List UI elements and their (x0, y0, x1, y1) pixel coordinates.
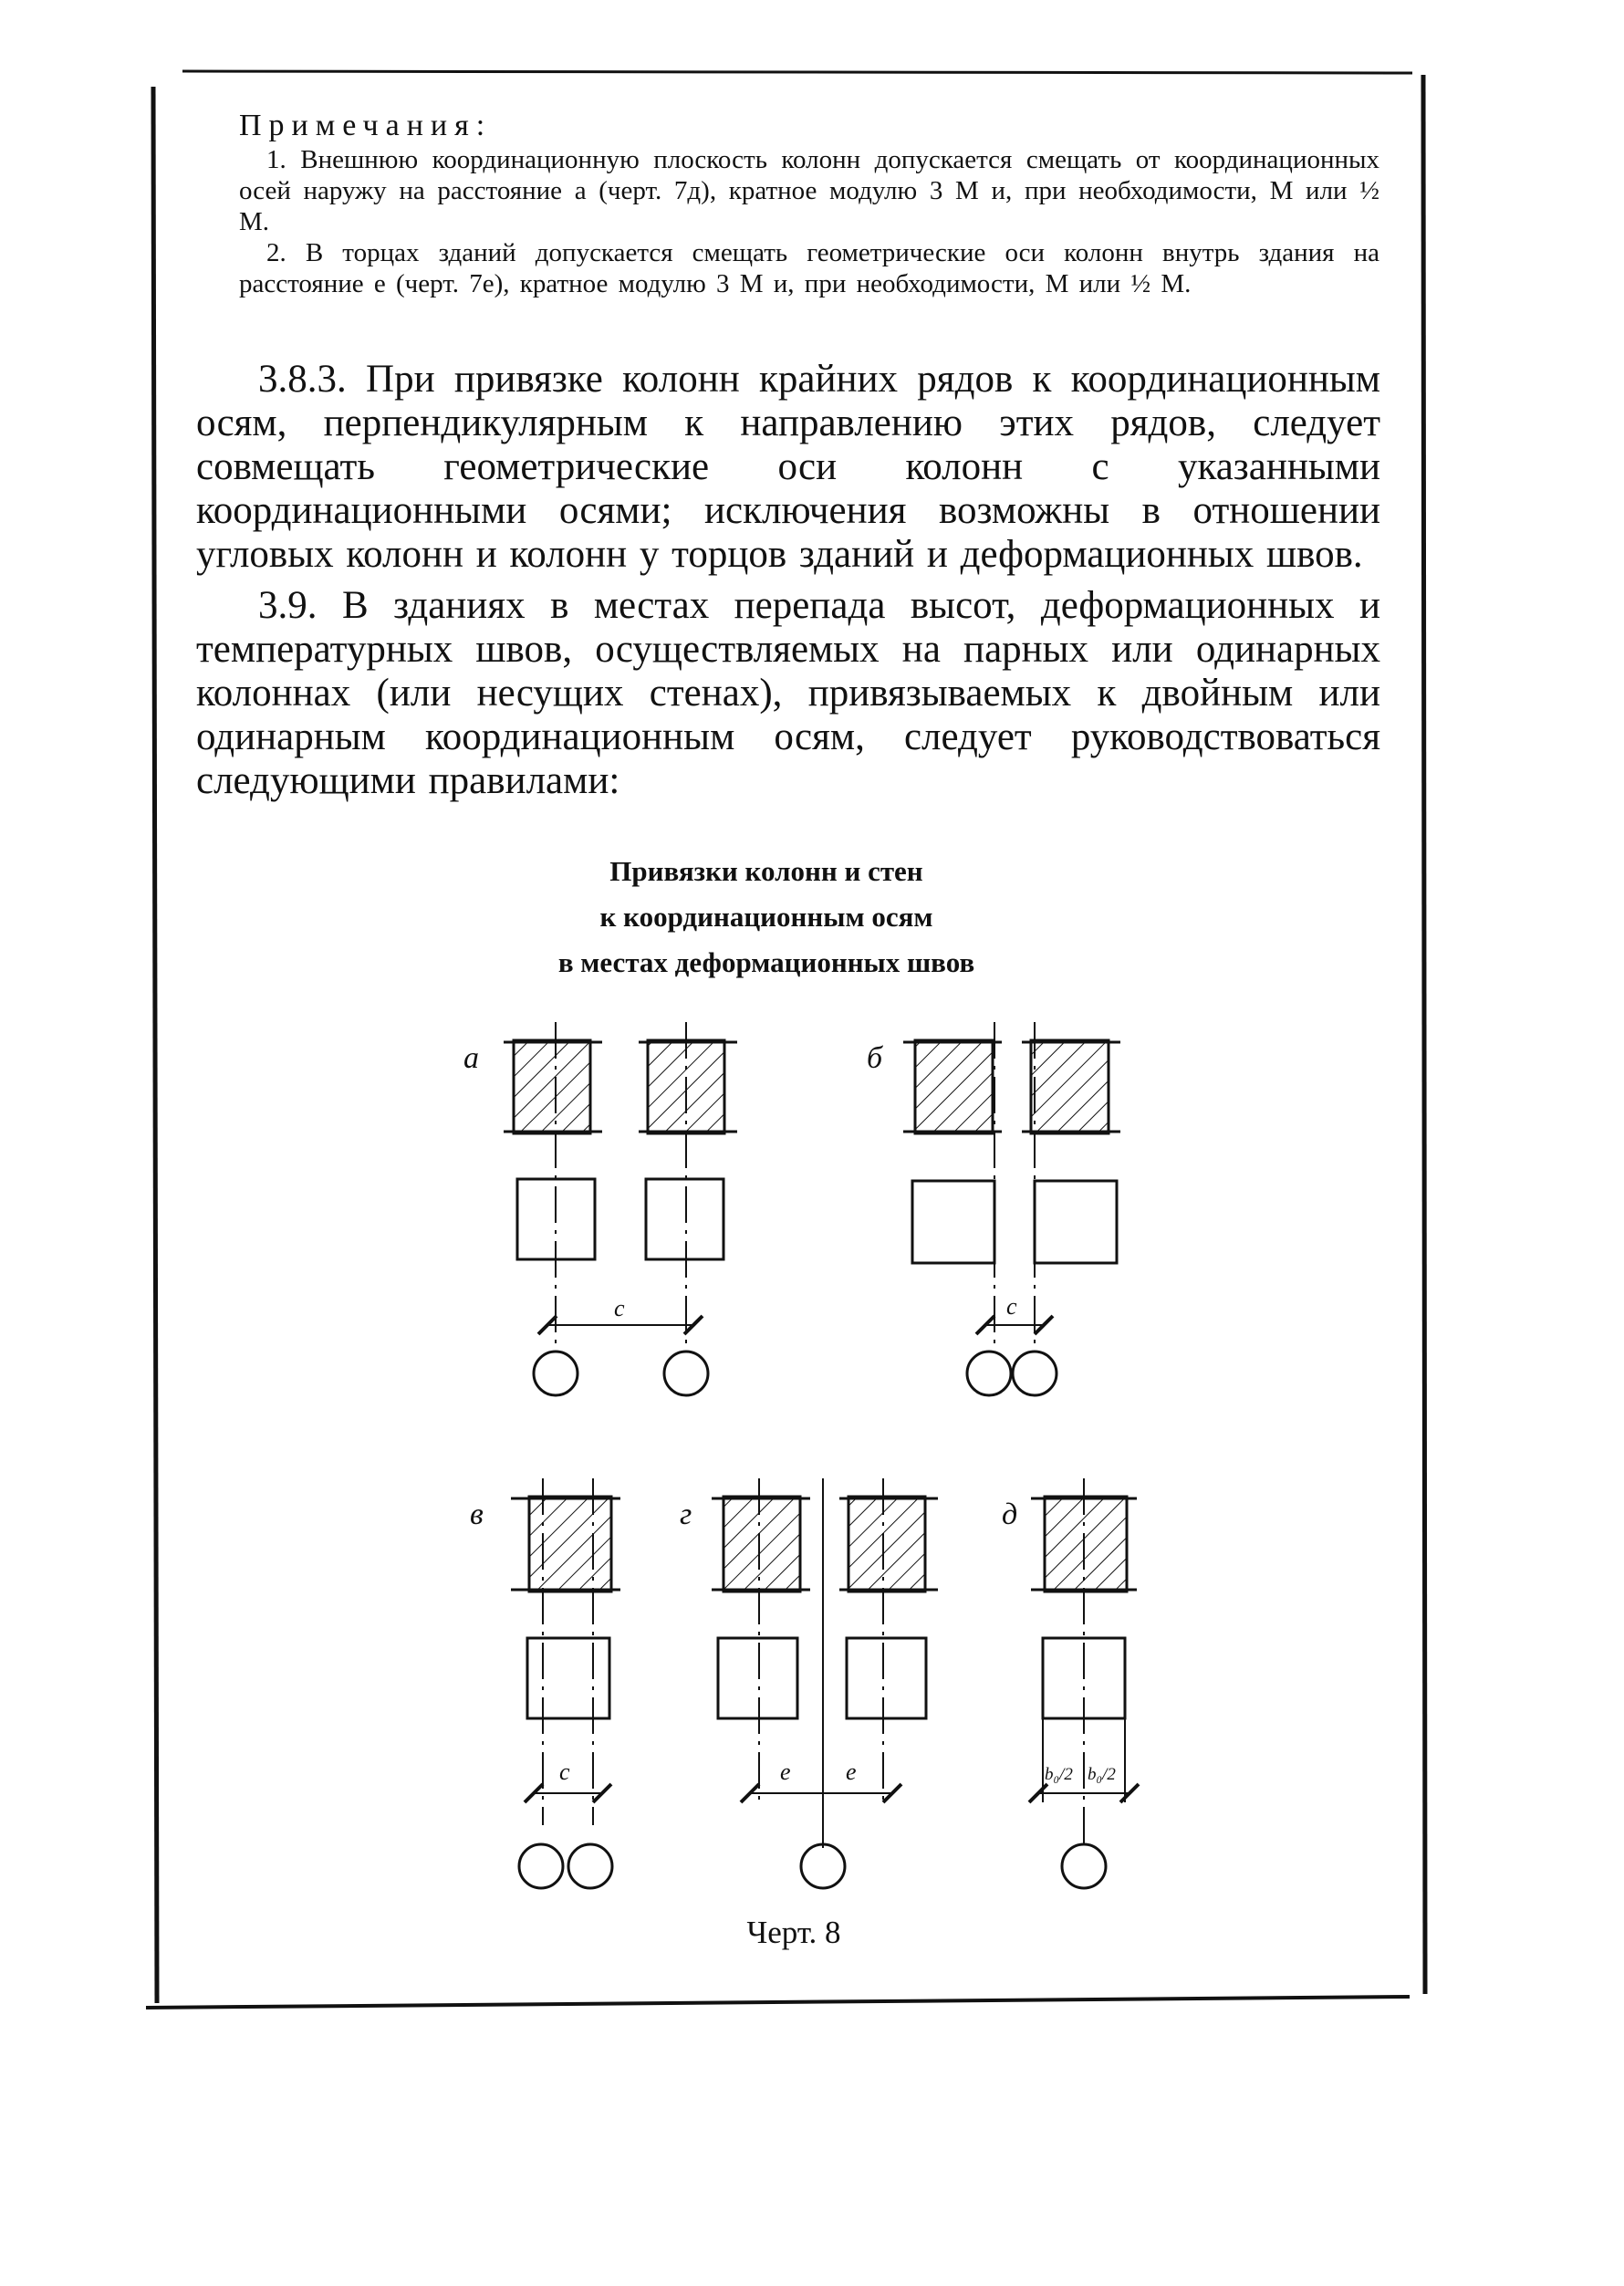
axis-marker-a1 (534, 1352, 578, 1395)
column-a2 (646, 1179, 724, 1259)
dim-c-b: с (1006, 1293, 1017, 1320)
variant-a (463, 1022, 737, 1395)
wall-a2 (639, 1040, 737, 1133)
wall-a1 (504, 1040, 602, 1133)
wall-v (511, 1497, 620, 1592)
paragraph-3-9: 3.9. В зданиях в местах перепада высот, деформационных и температурных швов, осуществляемых на парных или одинарных колоннах (или несущих стенах), привязываемых к двойным или одинарным координационным осям, следует руководствоваться следующими правилами: (196, 584, 1380, 802)
drawing-title-line-2: к координационным осям (599, 901, 933, 933)
axis-marker-v2 (568, 1844, 612, 1888)
wall-g1 (712, 1497, 810, 1592)
dim-e-g2: е (846, 1759, 857, 1785)
axis-marker-g (801, 1844, 845, 1888)
dim-c-v: с (559, 1759, 570, 1785)
dim-half-b-d2: b₀/2 (1088, 1765, 1116, 1784)
wall-b2 (1022, 1040, 1120, 1133)
column-g1 (718, 1638, 797, 1718)
drawing-title-line-1: Привязки колонн и стен (609, 855, 923, 887)
variant-b (867, 1022, 1120, 1395)
wall-g2 (839, 1497, 938, 1592)
axis-marker-v1 (519, 1844, 563, 1888)
dim-c-a: с (614, 1295, 625, 1321)
variant-label-b: б (867, 1041, 883, 1075)
axis-marker-b1 (967, 1352, 1011, 1395)
wall-b1 (903, 1040, 1002, 1133)
axis-marker-a2 (664, 1352, 708, 1395)
column-g2 (847, 1638, 926, 1718)
variant-label-g: г (680, 1498, 692, 1531)
drawing-title-line-3: в местах деформационных швов (557, 946, 975, 978)
column-v (527, 1638, 609, 1718)
dim-half-b-d1: b₀/2 (1045, 1765, 1073, 1784)
notes-title: Примечания: (239, 109, 493, 142)
axis-marker-b2 (1013, 1352, 1057, 1395)
axis-marker-d (1062, 1844, 1106, 1888)
variant-label-v: в (470, 1498, 484, 1531)
variant-label-d: д (1002, 1498, 1018, 1531)
note-1: 1. Внешнюю координационную плоскость колонн допускается смещать от координационных осей наружу на расстояние а (черт. 7д), кратное модулю 3 М и, при необходимости, М или ½ М. (239, 145, 1379, 236)
variant-g (680, 1478, 938, 1888)
variant-label-a: а (463, 1041, 479, 1075)
figure-caption: Черт. 8 (746, 1915, 841, 1950)
paragraph-3-8-3: 3.8.3. При привязке колонн крайних рядов к координационным осям, перпендикулярным к направлению этих рядов, следует совмещать геометрические оси колонн с указанными координационными осями; исключения возможны в отношении угловых колонн и колонн у торцов зданий и деформационных швов. (196, 358, 1380, 576)
variant-d (1002, 1478, 1137, 1888)
column-b2 (1035, 1181, 1117, 1263)
column-b1 (912, 1181, 994, 1263)
variant-v (470, 1478, 620, 1888)
note-2: 2. В торцах зданий допускается смещать геометрические оси колонн внутрь здания на расстояние е (черт. 7е), кратное модулю 3 М и, при необходимости, М или ½ М. (239, 238, 1379, 298)
dim-e-g1: е (780, 1759, 791, 1785)
